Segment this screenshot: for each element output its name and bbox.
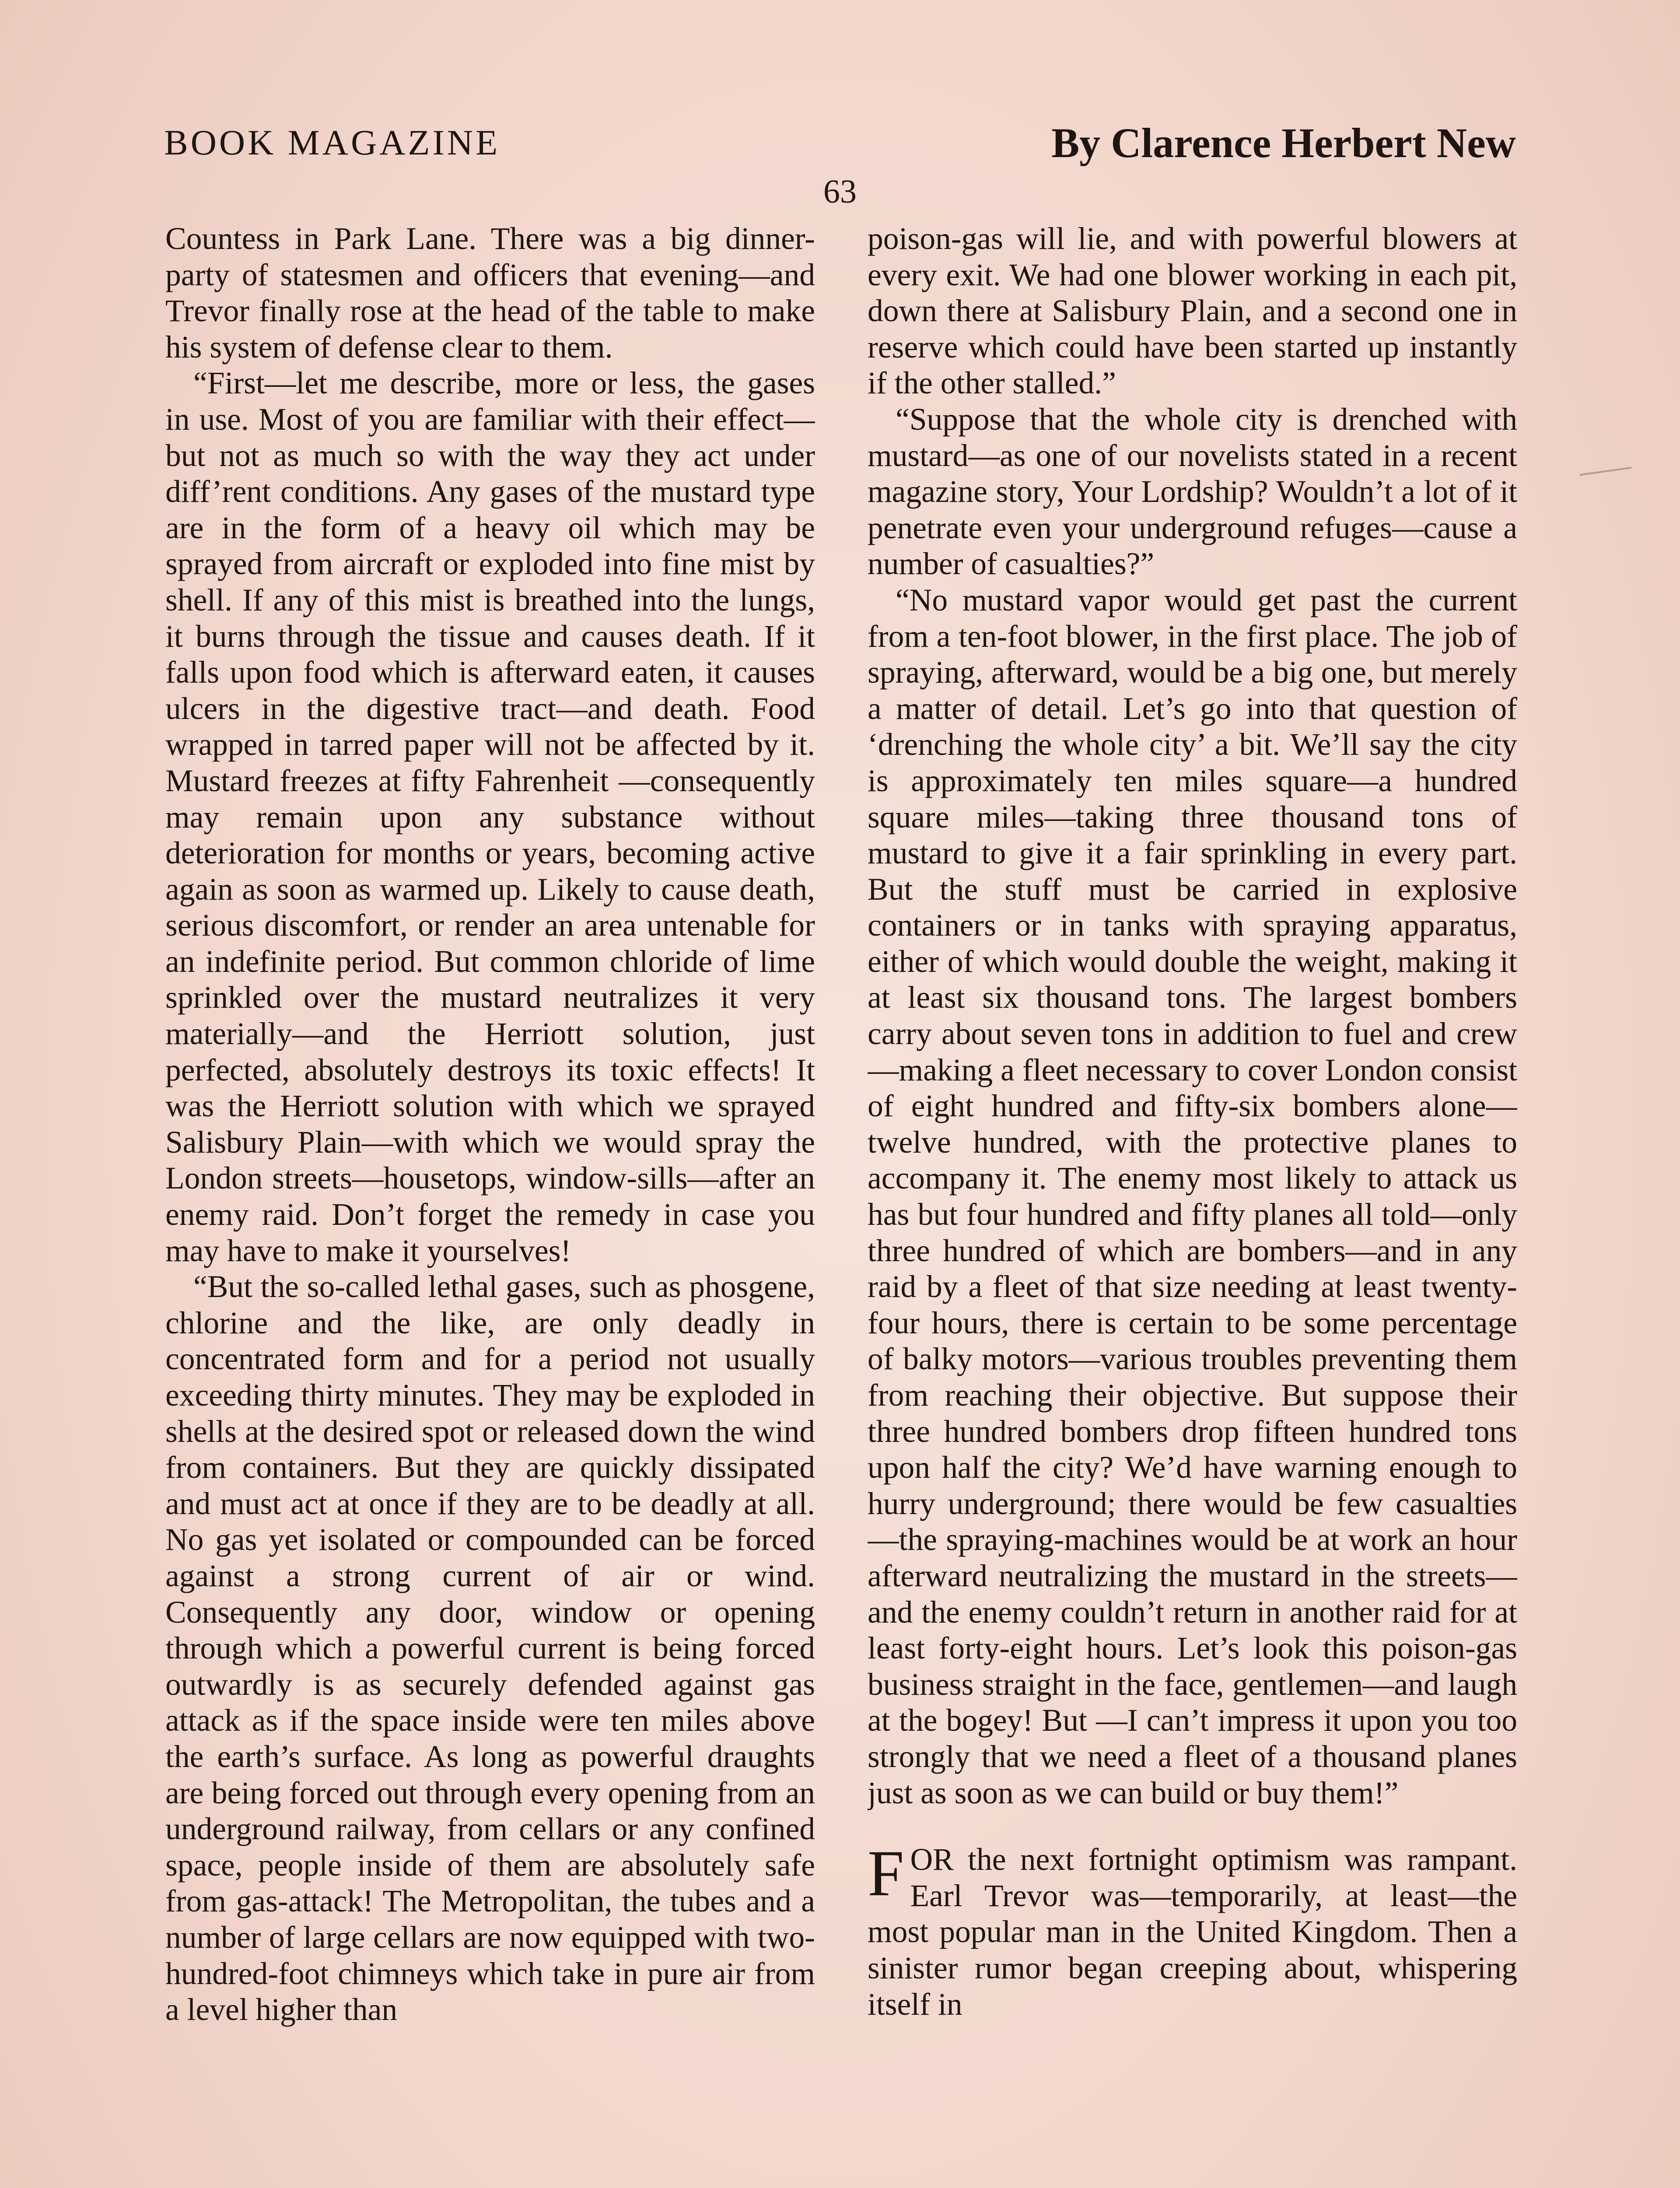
section-text: OR the next fortnight optimism was rampant. Earl Trevor was—temporarily, at least—the most popular man in the United Kingdom. Then a sinister rumor began creeping about, whispering itself in — [868, 1842, 1517, 2022]
magazine-title: BOOK MAGAZINE — [164, 123, 500, 162]
paragraph: “No mustard vapor would get past the current from a ten-foot blower, in the first place. The job of spraying, afterward, would be a big one, but merely a matter of detail. Let’s go into that question of ‘drenching the whole city’ a bit. We’ll say the city is approximately ten miles square—a hundred square miles—taking three thousand tons of mustard to give it a fair sprinkling in every part. But the stuff must be carried in explosive containers or in tanks with spraying apparatus, either of which would double the weight, making it at least six thousand tons. The largest bombers carry about seven tons in addition to fuel and crew—making a fleet necessary to cover London consist of eight hundred and fifty-six bombers alone—twelve hundred, with the protective planes to accompany it. The enemy most likely to attack us has but four hundred and fifty planes all told—only three hundred of which are bombers—and in any raid by a fleet of that size needing at least twenty-four hours, there is certain to be some percentage of balky motors—various troubles preventing them from reaching their objective. But suppose their three hundred bombers drop fifteen hundred tons upon half the city? We’d have warning enough to hurry underground; there would be few casualties—the spraying-machines would be at work an hour afterward neutralizing the mustard in the streets—and the enemy couldn’t return in another raid for at least forty-eight hours. Let’s look this poison-gas business straight in the face, gentlemen—and laugh at the bogey! But —I can’t impress it upon you too strongly that we need a fleet of a thousand planes just as soon as we can build or buy them!” — [868, 582, 1517, 1810]
right-column — [868, 221, 1517, 2188]
paragraph: “Suppose that the whole city is drenched with mustard—as one of our novelists stated in a recent magazine story, Your Lordship? Wouldn’t a lot of it penetrate even your underground refuges—cause a number of casualties?” — [868, 402, 1517, 582]
text-columns — [165, 221, 1517, 2188]
left-column — [165, 221, 815, 2188]
margin-mark — [1579, 467, 1631, 476]
paragraph: “First—let me describe, more or less, the gases in use. Most of you are familiar with their effect—but not as much so with the way they act under diff’rent conditions. Any gases of the mustard type are in the form of a heavy oil which may be sprayed from aircraft or exploded into fine mist by shell. If any of this mist is breathed into the lungs, it burns through the tissue and causes death. If it falls upon food which is afterward eaten, it causes ulcers in the digestive tract—and death. Food wrapped in tarred paper will not be affected by it. Mustard freezes at fifty Fahrenheit —consequently may remain upon any substance without deterioration for months or years, becoming active again as soon as warmed up. Likely to cause death, serious discomfort, or render an area untenable for an indefinite period. But common chloride of lime sprinkled over the mustard neutralizes it very materially—and the Herriott solution, just perfected, absolutely destroys its toxic effects! It was the Herriott solution with which we sprayed Salisbury Plain—with which we would spray the London streets—housetops, window-sills—after an enemy raid. Don’t forget the remedy in case you may have to make it yourselves! — [165, 366, 815, 1268]
paragraph: poison-gas will lie, and with powerful blowers at every exit. We had one blower working in each pit, down there at Salisbury Plain, and a second one in reserve which could have been started up instantly if the other stalled.” — [868, 221, 1517, 401]
paragraph: Countess in Park Lane. There was a big dinner-party of statesmen and officers that evening—and Trevor finally rose at the head of the table to make his system of defense clear to them. — [165, 221, 815, 365]
author-byline: By Clarence Herbert New — [1051, 119, 1516, 166]
section-paragraph — [868, 1837, 1517, 2023]
page-number: 63 — [823, 173, 857, 210]
drop-cap: F — [868, 1837, 904, 1910]
paragraph: “But the so-called lethal gases, such as phosgene, chlorine and the like, are only deadly in concentrated form and for a period not usually exceeding thirty minutes. They may be exploded in shells at the desired spot or released down the wind from containers. But they are quickly dissipated and must act at once if they are to be deadly at all. No gas yet isolated or compounded can be forced against a strong current of air or wind. Consequently any door, window or opening through which a powerful current is being forced outwardly is as securely defended against gas attack as if the space inside were ten miles above the earth’s surface. As long as powerful draughts are being forced out through every opening from an underground railway, from cellars or any confined space, people inside of them are absolutely safe from gas-attack! The Metropolitan, the tubes and a number of large cellars are now equipped with two-hundred-foot chimneys which take in pure air from a level higher than — [165, 1269, 815, 2027]
